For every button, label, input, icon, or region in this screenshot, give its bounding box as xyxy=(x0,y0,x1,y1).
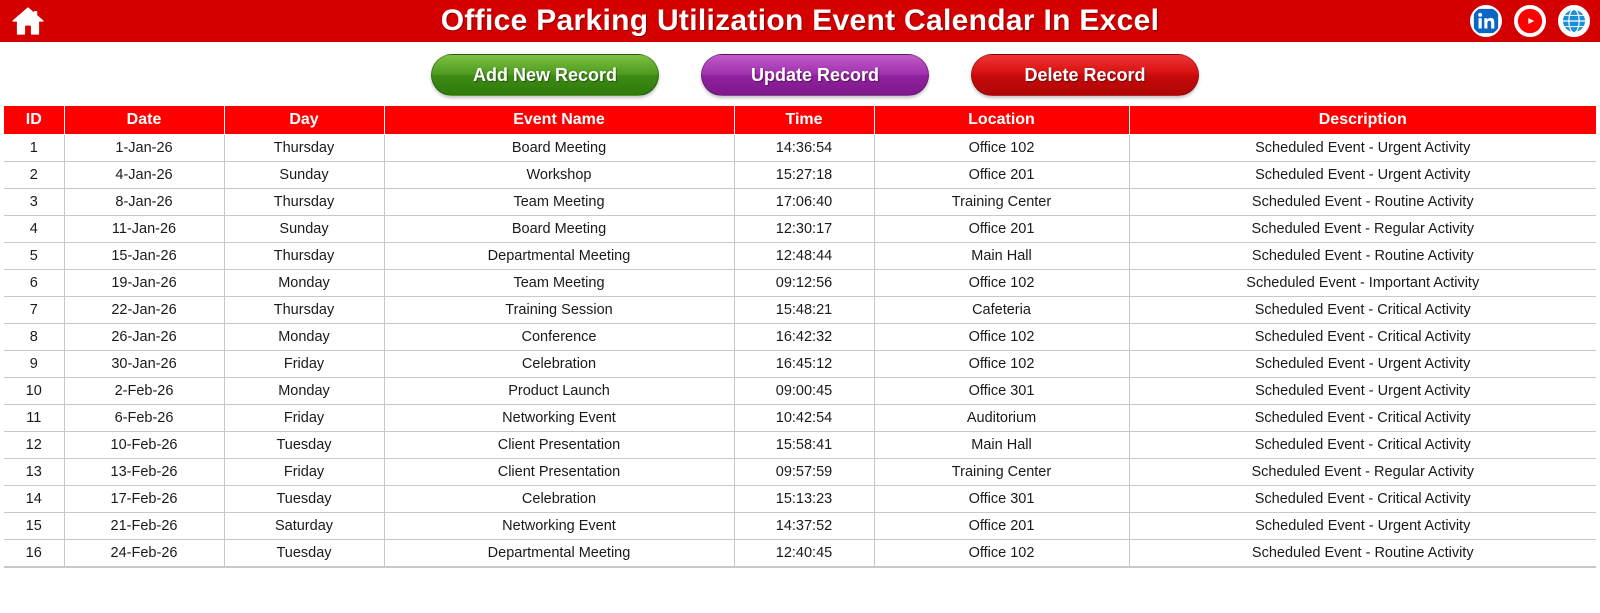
cell-description[interactable]: Scheduled Event - Urgent Activity xyxy=(1129,512,1596,539)
update-record-button[interactable]: Update Record xyxy=(701,54,929,96)
cell-description[interactable]: Scheduled Event - Routine Activity xyxy=(1129,188,1596,215)
cell-id[interactable]: 2 xyxy=(4,161,64,188)
cell-event-name[interactable]: Networking Event xyxy=(384,512,734,539)
cell-location[interactable]: Training Center xyxy=(874,458,1129,485)
column-header-id[interactable]: ID xyxy=(4,106,64,134)
cell-day[interactable]: Monday xyxy=(224,323,384,350)
cell-event-name[interactable]: Conference xyxy=(384,323,734,350)
cell-time[interactable]: 09:00:45 xyxy=(734,377,874,404)
youtube-icon[interactable] xyxy=(1514,5,1546,37)
cell-day[interactable]: Friday xyxy=(224,404,384,431)
cell-id[interactable]: 4 xyxy=(4,215,64,242)
cell-day[interactable]: Monday xyxy=(224,269,384,296)
cell-location[interactable]: Main Hall xyxy=(874,242,1129,269)
table-header-row xyxy=(4,106,1596,134)
cell-day[interactable]: Sunday xyxy=(224,215,384,242)
cell-location[interactable]: Office 102 xyxy=(874,539,1129,566)
cell-day[interactable]: Sunday xyxy=(224,161,384,188)
cell-date[interactable]: 11-Jan-26 xyxy=(64,215,224,242)
cell-description[interactable]: Scheduled Event - Urgent Activity xyxy=(1129,134,1596,161)
table-row[interactable] xyxy=(4,485,1596,512)
cell-id[interactable]: 7 xyxy=(4,296,64,323)
cell-day[interactable]: Thursday xyxy=(224,134,384,161)
cell-id[interactable]: 16 xyxy=(4,539,64,566)
cell-description[interactable]: Scheduled Event - Critical Activity xyxy=(1129,485,1596,512)
table-row[interactable] xyxy=(4,377,1596,404)
app-header xyxy=(0,0,1600,44)
cell-event-name[interactable]: Celebration xyxy=(384,350,734,377)
cell-date[interactable]: 19-Jan-26 xyxy=(64,269,224,296)
cell-day[interactable]: Tuesday xyxy=(224,485,384,512)
website-icon[interactable] xyxy=(1558,5,1590,37)
cell-location[interactable]: Office 102 xyxy=(874,350,1129,377)
cell-day[interactable]: Friday xyxy=(224,458,384,485)
cell-date[interactable]: 26-Jan-26 xyxy=(64,323,224,350)
cell-time[interactable]: 10:42:54 xyxy=(734,404,874,431)
cell-time[interactable]: 12:40:45 xyxy=(734,539,874,566)
cell-time[interactable]: 15:58:41 xyxy=(734,431,874,458)
cell-id[interactable]: 6 xyxy=(4,269,64,296)
cell-location[interactable]: Office 201 xyxy=(874,512,1129,539)
cell-event-name[interactable]: Client Presentation xyxy=(384,431,734,458)
cell-location[interactable]: Office 102 xyxy=(874,134,1129,161)
table-row[interactable] xyxy=(4,161,1596,188)
cell-id[interactable]: 9 xyxy=(4,350,64,377)
cell-date[interactable]: 2-Feb-26 xyxy=(64,377,224,404)
cell-time[interactable]: 14:36:54 xyxy=(734,134,874,161)
page-title: Office Parking Utilization Event Calendar In Excel xyxy=(440,4,1160,37)
cell-description[interactable]: Scheduled Event - Regular Activity xyxy=(1129,458,1596,485)
cell-day[interactable]: Tuesday xyxy=(224,431,384,458)
cell-location[interactable]: Office 102 xyxy=(874,269,1129,296)
cell-event-name[interactable]: Celebration xyxy=(384,485,734,512)
cell-time[interactable]: 15:48:21 xyxy=(734,296,874,323)
table-row[interactable] xyxy=(4,404,1596,431)
cell-time[interactable]: 09:12:56 xyxy=(734,269,874,296)
cell-location[interactable]: Office 301 xyxy=(874,377,1129,404)
add-new-record-button[interactable]: Add New Record xyxy=(431,54,659,96)
cell-id[interactable]: 10 xyxy=(4,377,64,404)
cell-event-name[interactable]: Departmental Meeting xyxy=(384,539,734,566)
column-header-event-name[interactable]: Event Name xyxy=(384,106,734,134)
cell-date[interactable]: 10-Feb-26 xyxy=(64,431,224,458)
cell-time[interactable]: 16:42:32 xyxy=(734,323,874,350)
table-row[interactable] xyxy=(4,134,1596,161)
cell-date[interactable]: 4-Jan-26 xyxy=(64,161,224,188)
cell-time[interactable]: 16:45:12 xyxy=(734,350,874,377)
cell-event-name[interactable]: Board Meeting xyxy=(384,134,734,161)
cell-location[interactable]: Office 201 xyxy=(874,215,1129,242)
cell-description[interactable]: Scheduled Event - Critical Activity xyxy=(1129,296,1596,323)
cell-description[interactable]: Scheduled Event - Important Activity xyxy=(1129,269,1596,296)
cell-day[interactable]: Tuesday xyxy=(224,539,384,566)
cell-location[interactable]: Cafeteria xyxy=(874,296,1129,323)
cell-id[interactable]: 15 xyxy=(4,512,64,539)
cell-date[interactable]: 8-Jan-26 xyxy=(64,188,224,215)
cell-time[interactable]: 09:57:59 xyxy=(734,458,874,485)
home-icon[interactable] xyxy=(8,4,48,38)
cell-day[interactable]: Friday xyxy=(224,350,384,377)
column-header-date[interactable]: Date xyxy=(64,106,224,134)
column-header-day[interactable]: Day xyxy=(224,106,384,134)
table-row[interactable] xyxy=(4,215,1596,242)
table-row[interactable] xyxy=(4,431,1596,458)
cell-id[interactable]: 5 xyxy=(4,242,64,269)
cell-location[interactable]: Office 102 xyxy=(874,323,1129,350)
cell-day[interactable]: Thursday xyxy=(224,296,384,323)
cell-day[interactable]: Monday xyxy=(224,377,384,404)
cell-id[interactable]: 8 xyxy=(4,323,64,350)
cell-description[interactable]: Scheduled Event - Urgent Activity xyxy=(1129,350,1596,377)
cell-time[interactable]: 17:06:40 xyxy=(734,188,874,215)
cell-event-name[interactable]: Departmental Meeting xyxy=(384,242,734,269)
cell-time[interactable]: 14:37:52 xyxy=(734,512,874,539)
action-toolbar xyxy=(0,44,1600,106)
cell-description[interactable]: Scheduled Event - Routine Activity xyxy=(1129,242,1596,269)
cell-event-name[interactable]: Team Meeting xyxy=(384,188,734,215)
cell-description[interactable]: Scheduled Event - Critical Activity xyxy=(1129,404,1596,431)
linkedin-icon[interactable] xyxy=(1470,5,1502,37)
cell-location[interactable]: Auditorium xyxy=(874,404,1129,431)
cell-description[interactable]: Scheduled Event - Critical Activity xyxy=(1129,323,1596,350)
cell-date[interactable]: 1-Jan-26 xyxy=(64,134,224,161)
cell-date[interactable]: 15-Jan-26 xyxy=(64,242,224,269)
records-table xyxy=(4,106,1596,567)
table-row[interactable] xyxy=(4,188,1596,215)
cell-date[interactable]: 21-Feb-26 xyxy=(64,512,224,539)
table-row[interactable] xyxy=(4,539,1596,566)
records-table-container xyxy=(0,106,1600,589)
cell-location[interactable]: Training Center xyxy=(874,188,1129,215)
cell-date[interactable]: 24-Feb-26 xyxy=(64,539,224,566)
table-body xyxy=(4,134,1596,566)
cell-event-name[interactable]: Workshop xyxy=(384,161,734,188)
table-row[interactable] xyxy=(4,458,1596,485)
table-row[interactable] xyxy=(4,350,1596,377)
cell-event-name[interactable]: Product Launch xyxy=(384,377,734,404)
table-row[interactable] xyxy=(4,242,1596,269)
cell-time[interactable]: 15:13:23 xyxy=(734,485,874,512)
cell-location[interactable]: Office 201 xyxy=(874,161,1129,188)
cell-id[interactable]: 14 xyxy=(4,485,64,512)
table-row[interactable] xyxy=(4,296,1596,323)
column-header-location[interactable]: Location xyxy=(874,106,1129,134)
table-row[interactable] xyxy=(4,269,1596,296)
cell-description[interactable]: Scheduled Event - Critical Activity xyxy=(1129,431,1596,458)
cell-date[interactable]: 6-Feb-26 xyxy=(64,404,224,431)
cell-date[interactable]: 22-Jan-26 xyxy=(64,296,224,323)
table-row[interactable] xyxy=(4,323,1596,350)
cell-time[interactable]: 15:27:18 xyxy=(734,161,874,188)
cell-event-name[interactable]: Board Meeting xyxy=(384,215,734,242)
cell-location[interactable]: Main Hall xyxy=(874,431,1129,458)
cell-date[interactable]: 17-Feb-26 xyxy=(64,485,224,512)
cell-id[interactable]: 13 xyxy=(4,458,64,485)
cell-time[interactable]: 12:30:17 xyxy=(734,215,874,242)
cell-description[interactable]: Scheduled Event - Regular Activity xyxy=(1129,215,1596,242)
cell-date[interactable]: 13-Feb-26 xyxy=(64,458,224,485)
table-footer-strip xyxy=(4,567,1596,589)
cell-event-name[interactable]: Client Presentation xyxy=(384,458,734,485)
cell-id[interactable]: 1 xyxy=(4,134,64,161)
cell-id[interactable]: 3 xyxy=(4,188,64,215)
social-links xyxy=(1470,5,1590,37)
cell-id[interactable]: 12 xyxy=(4,431,64,458)
cell-event-name[interactable]: Networking Event xyxy=(384,404,734,431)
cell-day[interactable]: Thursday xyxy=(224,188,384,215)
cell-day[interactable]: Thursday xyxy=(224,242,384,269)
cell-id[interactable]: 11 xyxy=(4,404,64,431)
delete-record-button[interactable]: Delete Record xyxy=(971,54,1199,96)
column-header-description[interactable]: Description xyxy=(1129,106,1596,134)
cell-event-name[interactable]: Training Session xyxy=(384,296,734,323)
table-row[interactable] xyxy=(4,512,1596,539)
cell-day[interactable]: Saturday xyxy=(224,512,384,539)
cell-description[interactable]: Scheduled Event - Urgent Activity xyxy=(1129,377,1596,404)
cell-description[interactable]: Scheduled Event - Routine Activity xyxy=(1129,539,1596,566)
cell-date[interactable]: 30-Jan-26 xyxy=(64,350,224,377)
cell-location[interactable]: Office 301 xyxy=(874,485,1129,512)
cell-event-name[interactable]: Team Meeting xyxy=(384,269,734,296)
cell-time[interactable]: 12:48:44 xyxy=(734,242,874,269)
column-header-time[interactable]: Time xyxy=(734,106,874,134)
cell-description[interactable]: Scheduled Event - Urgent Activity xyxy=(1129,161,1596,188)
